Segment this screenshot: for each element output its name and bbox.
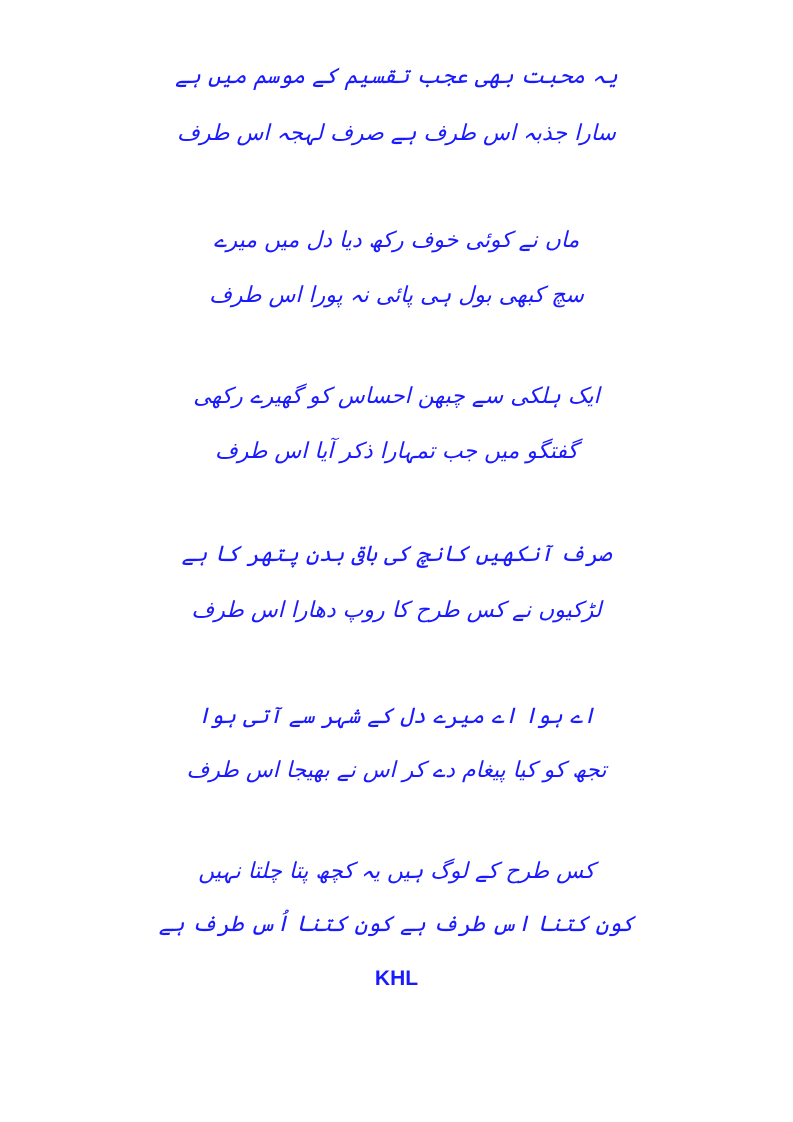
couplet-3-line-1: ایک ہلکی سے چبھن احساس کو گھیرے رکھی — [193, 384, 600, 409]
couplet-2-line-1: ماں نے کوئی خوف رکھ دیا دل میں میرے — [213, 228, 580, 253]
couplet-5-line-2: تجھ کو کیا پیغام دے کر اس نے بھیجا اس طرف — [186, 758, 607, 783]
couplet-4-line-2: لڑکیوں نے کس طرح کا روپ دھارا اس طرف — [191, 598, 602, 623]
couplet-1-line-1: یہ محبت بھی عجب تقسیم کے موسم میں ہے — [175, 64, 618, 89]
couplet-1-line-2: سارا جذبہ اس طرف ہے صرف لہجہ اس طرف — [177, 121, 616, 146]
couplet-4-line-1: صرف آنکھیں کانچ کی باقی بدن پتھر کا ہے — [181, 542, 612, 567]
couplet-5-line-1: اے ہوا اے میرے دل کے شہر سے آتی ہوا — [197, 704, 596, 729]
couplet-6-line-2: کون کتنا اس طرف ہے کون کتنا اُس طرف ہے — [158, 912, 635, 937]
couplet-3-line-2: گفتگو میں جب تمہارا ذکر آیا اس طرف — [214, 439, 579, 464]
couplet-2-line-2: سچ کبھی بول ہی پائی نہ پورا اس طرف — [209, 283, 584, 308]
couplet-6-line-1: کس طرح کے لوگ ہیں یہ کچھ پتا چلتا نہیں — [198, 859, 595, 884]
author-signature: KHL — [374, 967, 419, 990]
